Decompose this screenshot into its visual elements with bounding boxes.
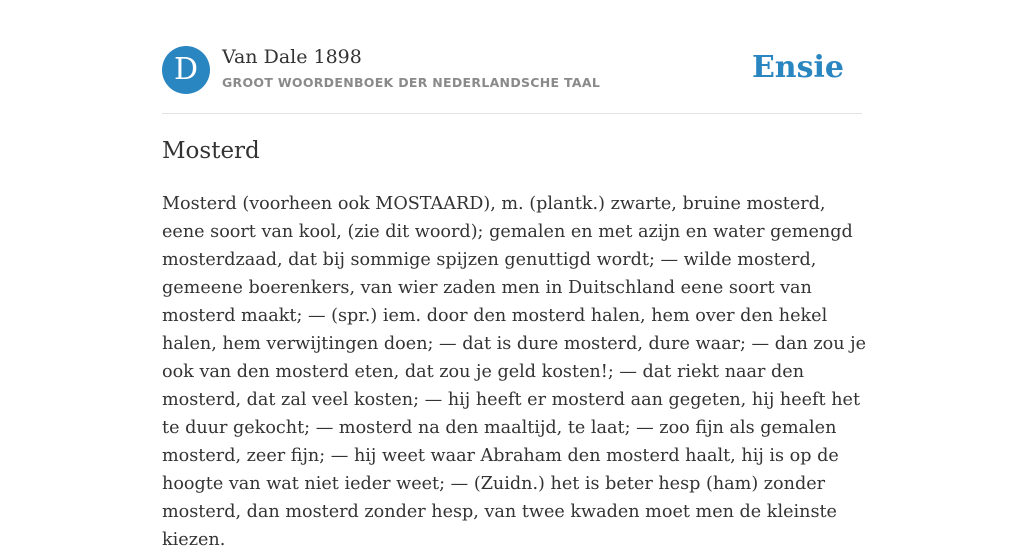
ensie-logo[interactable]: Ensie [751, 50, 844, 85]
source-subtitle: GROOT WOORDENBOEK DER NEDERLANDSCHE TAAL [222, 75, 601, 90]
source-header [162, 46, 862, 96]
entry-body: Mosterd (voorheen ook MOSTAARD), m. (plantk.) zwarte, bruine mosterd, eene soort van kool, (zie dit woord); gemalen en met azijn en water gemengd mosterdzaad, dat bij sommige spijzen genuttigd wordt; — wilde mosterd, gemeene boerenkers, van wier zaden men in Duitschland eene soort van mosterd maakt; — (spr.) iem. door den mosterd halen, hem over den hekel halen, hem verwijtingen doen; — dat is dure mosterd, dure waar; — dan zou je ook van den mosterd eten, dat zou je geld kosten!; — dat riekt naar den mosterd, dat zal veel kosten; — hij heeft er mosterd aan gegeten, hij heeft het te duur gekocht; — mosterd na den maaltijd, te laat; — zoo fijn als gemalen mosterd, zeer fijn; — hij weet waar Abraham den mosterd haalt, hij is op de hoogte van wat niet ieder weet; — (Zuidn.) het is beter hesp (ham) zonder mosterd, dan mosterd zonder hesp, van twee kwaden moet men de kleinste kiezen. [162, 194, 867, 550]
entry-title: Mosterd [162, 138, 260, 164]
source-title[interactable]: Van Dale 1898 [222, 46, 362, 68]
source-avatar[interactable]: D [162, 46, 210, 94]
header-divider [162, 113, 862, 114]
